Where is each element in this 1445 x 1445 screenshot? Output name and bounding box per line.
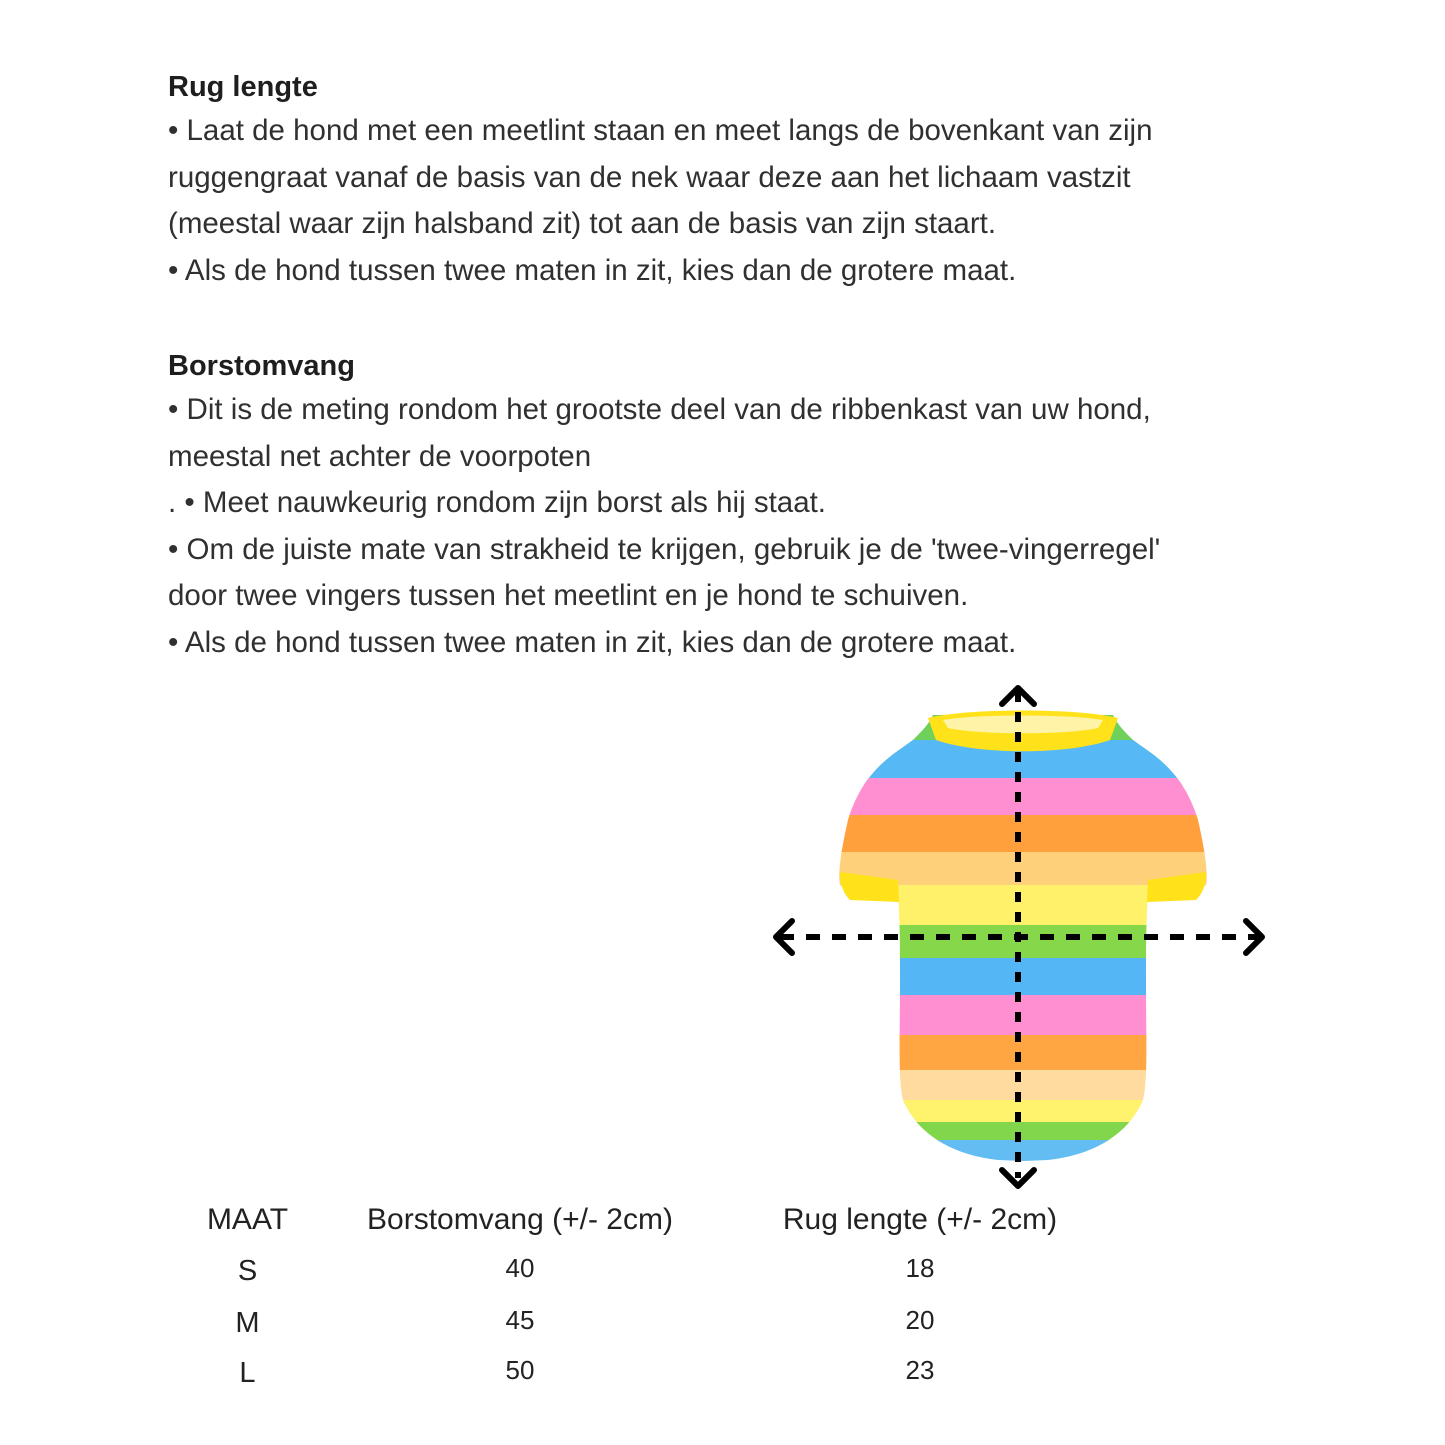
rug-lengte-line: ruggengraat vanaf de basis van de nek waar deze aan het lichaam vastzit: [168, 160, 1131, 194]
row-borstomvang: 45: [505, 1305, 535, 1335]
borstomvang-section: [168, 345, 1298, 666]
collar-inner: [943, 716, 1103, 734]
borstomvang-heading: Borstomvang: [168, 350, 355, 382]
borstomvang-line: . • Meet nauwkeurig rondom zijn borst als hij staat.: [168, 486, 826, 519]
row-borstomvang: 50: [505, 1355, 535, 1385]
borstomvang-line: door twee vingers tussen het meetlint en je hond te schuiven.: [168, 579, 969, 612]
rug-lengte-section: [168, 66, 1298, 294]
row-maat: M: [235, 1307, 260, 1339]
rug-lengte-line: • Laat de hond met een meetlint staan en meet langs de bovenkant van zijn: [168, 114, 1153, 147]
row-maat: L: [239, 1357, 256, 1389]
borstomvang-line: meestal net achter de voorpoten: [168, 439, 592, 473]
rug-lengte-line: (meestal waar zijn halsband zit) tot aan de basis van zijn staart.: [168, 207, 997, 240]
header-rug-lengte: Rug lengte (+/- 2cm): [782, 1203, 1058, 1236]
borstomvang-line: • Dit is de meting rondom het grootste deel van de ribbenkast van uw hond,: [168, 393, 1151, 426]
rug-lengte-heading: Rug lengte: [168, 71, 318, 103]
row-maat: S: [237, 1255, 258, 1287]
row-rug-lengte: 23: [905, 1355, 935, 1385]
header-maat: MAAT: [206, 1203, 289, 1236]
rug-lengte-line: • Als de hond tussen twee maten in zit, kies dan de grotere maat.: [168, 253, 1017, 287]
row-borstomvang: 40: [505, 1253, 535, 1283]
sweater-measure-image: [768, 680, 1273, 1195]
row-rug-lengte: 18: [905, 1253, 935, 1283]
borstomvang-line: • Om de juiste mate van strakheid te krijgen, gebruik je de 'twee-vingerregel': [168, 532, 1161, 566]
borstomvang-line: • Als de hond tussen twee maten in zit, kies dan de grotere maat.: [168, 625, 1017, 659]
header-borstomvang: Borstomvang (+/- 2cm): [367, 1203, 673, 1236]
row-rug-lengte: 20: [905, 1305, 935, 1335]
